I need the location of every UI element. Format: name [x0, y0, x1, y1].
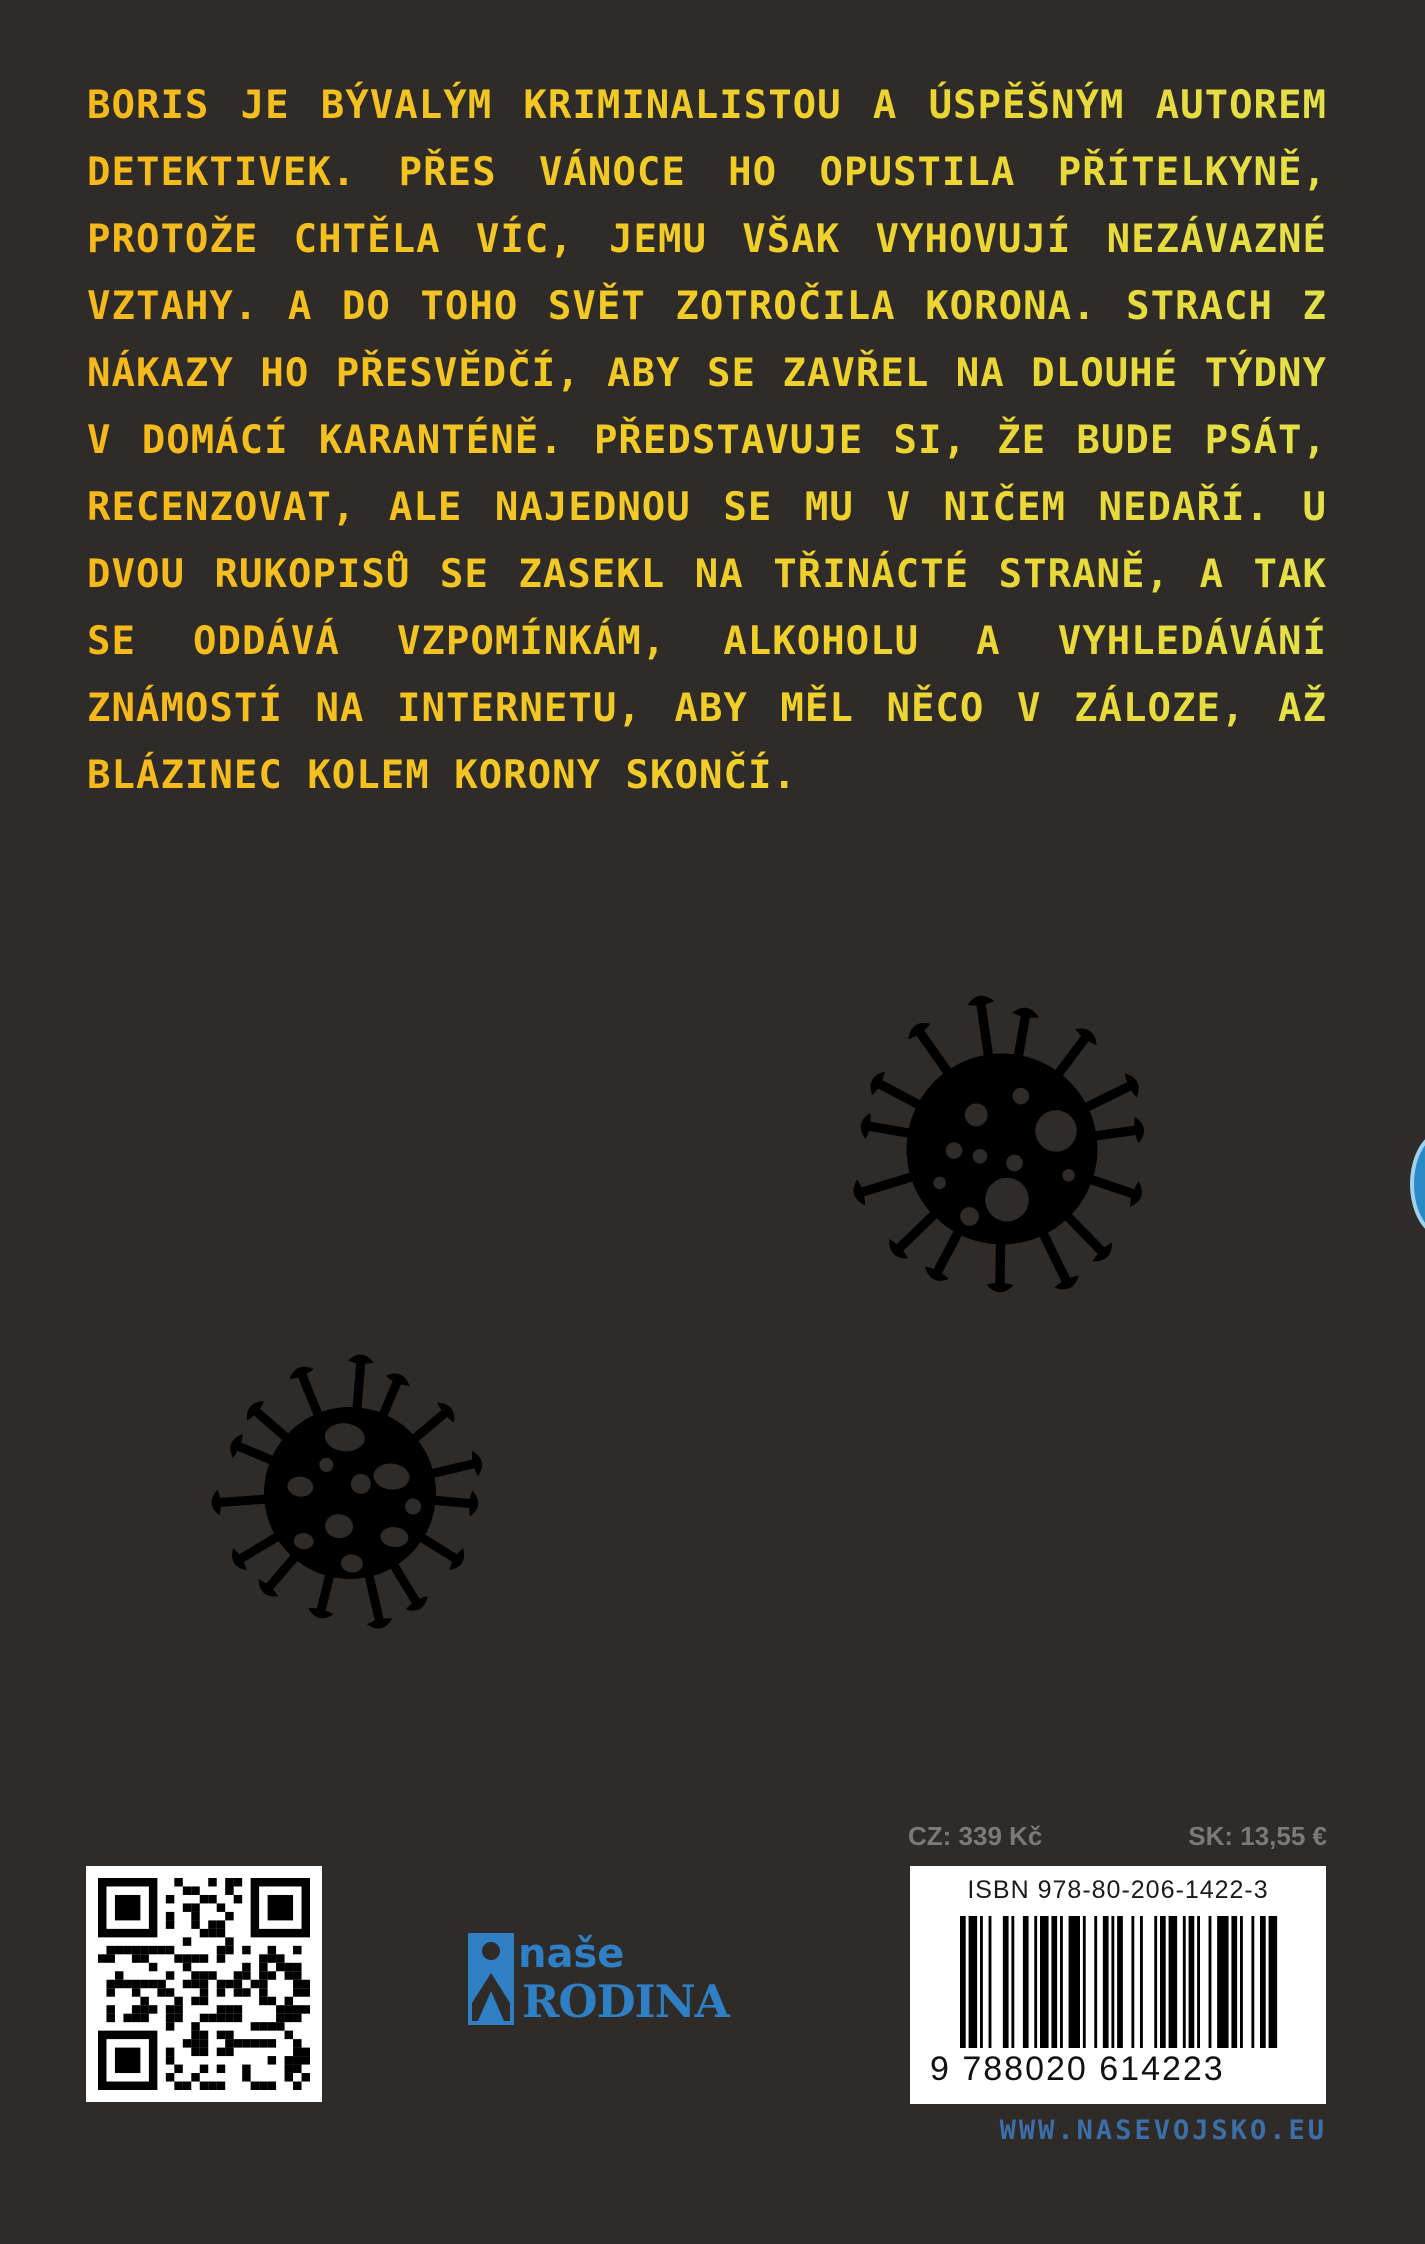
book-blurb: BORIS JE BÝVALÝM KRIMINALISTOU A ÚSPĚŠNÝM AUTOREM DETEKTIVEK. PŘES VÁNOCE HO OPUSTILA PŘÍTELKYNĚ, PROTOŽE CHTĚLA VÍC, JEMU VŠAK VYHOVUJÍ NEZÁVAZNÉ VZTAHY. A DO TOHO SVĚT ZOTROČILA KORONA. STRACH Z NÁKAZY HO PŘESVĚDČÍ, ABY SE ZAVŘEL NA DLOUHÉ TÝDNY V DOMÁCÍ KARANTÉNĚ. PŘEDSTAVUJE SI, ŽE BUDE PSÁT, RECENZOVAT, ALE NAJEDNOU SE MU V NIČEM NEDAŘÍ. U DVOU RUKOPISŮ SE ZASEKL NA TŘINÁCTÉ STRANĚ, A TAK SE ODDÁVÁ VZPOMÍNKÁM, ALKOHOLU A VYHLEDÁVÁNÍ ZNÁMOSTÍ NA INTERNETU, ABY MĚL NĚCO V ZÁLOZE, AŽ BLÁZINEC KOLEM KORONY SKONČÍ.	[87, 72, 1327, 809]
publisher-name-line1: naše	[518, 1931, 625, 1977]
qr-code[interactable]	[86, 1866, 322, 2102]
publisher-logo-icon	[468, 1933, 514, 2025]
isbn-barcode	[910, 1866, 1326, 2104]
price-sk: SK: 13,55 €	[1188, 1821, 1327, 1851]
website-url[interactable]: WWW.NASEVOJSKO.EU	[999, 2115, 1327, 2146]
coronavirus-icon	[836, 993, 1168, 1305]
coronavirus-icon	[200, 1343, 500, 1643]
publisher-logo	[468, 1931, 768, 2028]
edge-decoration	[1410, 1130, 1425, 1238]
barcode-digits: 9 788020 614223	[930, 2050, 1225, 2088]
price-cz: CZ: 339 Kč	[908, 1821, 1043, 1851]
publisher-name-line2: RODINA	[522, 1975, 729, 2028]
qr-code-icon	[98, 1878, 310, 2090]
barcode-icon	[960, 1916, 1280, 2066]
isbn-label: ISBN 978-80-206-1422-3	[967, 1876, 1269, 1904]
